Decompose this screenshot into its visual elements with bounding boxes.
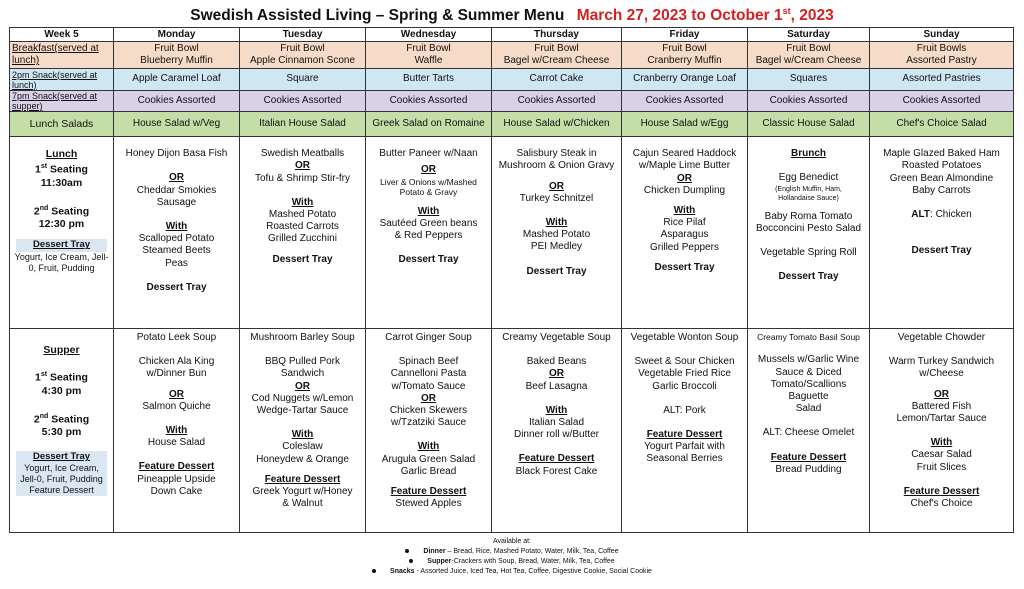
breakfast-cell: Fruit Bowl Bagel w/Cream Cheese	[748, 42, 870, 69]
footer-item-snacks: Snacks - Assorted Juice, Iced Tea, Hot Tea, Coffee, Digestive Cookie, Social Cookie	[0, 567, 1024, 577]
snack-cell: Squares	[748, 69, 870, 91]
lunch-wednesday: Butter Paneer w/Naan OR Liver & Onions w/Mashed Potato & Gravy With Sautéed Green beans & Red Peppers Dessert Tray	[366, 137, 492, 329]
salad-cell: House Salad w/Chicken	[492, 112, 622, 137]
supper-tuesday: Mushroom Barley Soup BBQ Pulled Pork Sandwich OR Cod Nuggets w/Lemon Wedge-Tartar Sauce With Coleslaw Honeydew & Orange Feature Dessert Greek Yogurt w/Honey & Walnut	[240, 328, 366, 532]
supper-time-2: 5:30 pm	[41, 426, 82, 439]
salad-cell: Classic House Salad	[748, 112, 870, 137]
week-label: Week 5	[10, 28, 114, 42]
lunch-row	[10, 137, 1014, 329]
lunch-seat-2: 2nd Seating	[33, 204, 90, 218]
snack-2pm-label: 2pm Snack(served at lunch)	[10, 69, 114, 91]
lunch-dessert-tray-box: Dessert Tray	[16, 239, 107, 251]
menu-title	[0, 6, 1024, 25]
breakfast-cell: Fruit Bowl Blueberry Muffin	[114, 42, 240, 69]
snack-cell: Carrot Cake	[492, 69, 622, 91]
day-saturday: Saturday	[748, 28, 870, 42]
menu-title-main: Swedish Assisted Living – Spring & Summer Menu	[190, 7, 565, 25]
day-friday: Friday	[622, 28, 748, 42]
snack-cell: Cookies Assorted	[492, 90, 622, 112]
footer-item-dinner: Dinner – Bread, Rice, Mashed Potato, Water, Milk, Tea, Coffee	[0, 547, 1024, 557]
snack-cell: Cookies Assorted	[114, 90, 240, 112]
supper-sunday: Vegetable Chowder Warm Turkey Sandwich w/Cheese OR Battered Fish Lemon/Tartar Sauce With Caesar Salad Fruit Slices Feature Dessert Chef's Choice	[870, 328, 1014, 532]
supper-dessert-tray-box: Dessert Tray Yogurt, Ice Cream, Jell-0, Fruit, Pudding Feature Dessert	[16, 451, 107, 496]
lunch-seat-1: 1st Seating	[35, 163, 88, 176]
lunch-monday: Honey Dijon Basa Fish OR Cheddar Smokies Sausage With Scalloped Potato Steamed Beets Peas Dessert Tray	[114, 137, 240, 329]
breakfast-cell: Fruit Bowl Apple Cinnamon Scone	[240, 42, 366, 69]
day-thursday: Thursday	[492, 28, 622, 42]
snack-cell: Apple Caramel Loaf	[114, 69, 240, 91]
bullet-icon	[409, 559, 413, 563]
salad-cell: Greek Salad on Romaine	[366, 112, 492, 137]
footer-list	[0, 547, 1024, 577]
day-wednesday: Wednesday	[366, 28, 492, 42]
snack-cell: Assorted Pastries	[870, 69, 1014, 91]
header-row	[10, 28, 1014, 42]
day-sunday: Sunday	[870, 28, 1014, 42]
bullet-icon	[372, 569, 376, 573]
menu-date-range: March 27, 2023 to October 1st, 2023	[576, 6, 834, 25]
salad-cell: Italian House Salad	[240, 112, 366, 137]
supper-dessert-tray-desc: Yogurt, Ice Cream, Jell-0, Fruit, Pudding Feature Dessert	[20, 463, 103, 496]
lunch-time-1: 11:30am	[40, 176, 83, 189]
supper-title: Supper	[43, 343, 80, 356]
lunch-salads-label: Lunch Salads	[10, 112, 114, 137]
snack-cell: Cookies Assorted	[622, 90, 748, 112]
lunch-thursday: Salisbury Steak in Mushroom & Onion Gravy OR Turkey Schnitzel With Mashed Potato PEI Medley Dessert Tray	[492, 137, 622, 329]
supper-time-1: 4:30 pm	[41, 384, 82, 397]
breakfast-row	[10, 42, 1014, 69]
lunch-dessert-tray-desc: Yogurt, Ice Cream, Jell-0, Fruit, Pudding	[14, 251, 109, 273]
snack-cell: Butter Tarts	[366, 69, 492, 91]
footer-available-label: Available at:	[492, 538, 531, 545]
breakfast-cell: Fruit Bowl Cranberry Muffin	[622, 42, 748, 69]
supper-monday: Potato Leek Soup Chicken Ala King w/Dinner Bun OR Salmon Quiche With House Salad Feature Dessert Pineapple Upside Down Cake	[114, 328, 240, 532]
lunch-time-2: 12:30 pm	[38, 218, 85, 231]
breakfast-cell: Fruit Bowls Assorted Pastry	[870, 42, 1014, 69]
supper-wednesday: Carrot Ginger Soup Spinach Beef Cannelloni Pasta w/Tomato Sauce OR Chicken Skewers w/Tzatziki Sauce With Arugula Green Salad Garlic Bread Feature Dessert Stewed Apples	[366, 328, 492, 532]
lunch-friday: Cajun Seared Haddock w/Maple Lime Butter OR Chicken Dumpling With Rice Pilaf Asparagus Grilled Peppers Dessert Tray	[622, 137, 748, 329]
snack-cell: Cookies Assorted	[748, 90, 870, 112]
day-monday: Monday	[114, 28, 240, 42]
footer	[0, 537, 1024, 577]
snack-7pm-row	[10, 90, 1014, 112]
supper-seat-1: 1st Seating	[35, 371, 88, 384]
lunch-tuesday: Swedish Meatballs OR Tofu & Shrimp Stir-fry With Mashed Potato Roasted Carrots Grilled Zucchini Dessert Tray	[240, 137, 366, 329]
supper-row	[10, 328, 1014, 532]
lunch-saturday: Brunch Egg Benedict (English Muffin, Ham, Hollandaise Sauce) Baby Roma Tomato Bocconcini Pesto Salad Vegetable Spring Roll Dessert Tray	[748, 137, 870, 329]
bullet-icon	[405, 549, 409, 553]
menu-table	[9, 27, 1014, 533]
salad-cell: House Salad w/Egg	[622, 112, 748, 137]
day-tuesday: Tuesday	[240, 28, 366, 42]
salad-cell: Chef's Choice Salad	[870, 112, 1014, 137]
snack-7pm-label: 7pm Snack(served at supper)	[10, 90, 114, 112]
breakfast-cell: Fruit Bowl Waffle	[366, 42, 492, 69]
snack-cell: Cranberry Orange Loaf	[622, 69, 748, 91]
snack-cell: Cookies Assorted	[240, 90, 366, 112]
snack-cell: Cookies Assorted	[366, 90, 492, 112]
salad-cell: House Salad w/Veg	[114, 112, 240, 137]
breakfast-cell: Fruit Bowl Bagel w/Cream Cheese	[492, 42, 622, 69]
snack-2pm-row	[10, 69, 1014, 91]
supper-saturday: Creamy Tomato Basil Soup Mussels w/Garlic Wine Sauce & Diced Tomato/Scallions Baguette Salad ALT: Cheese Omelet Feature Dessert Bread Pudding	[748, 328, 870, 532]
supper-seat-2: 2nd Seating	[33, 412, 90, 426]
footer-item-supper: Supper-Crackers with Soup, Bread, Water, Milk, Tea, Coffee	[0, 557, 1024, 567]
supper-side-cell	[10, 328, 114, 532]
snack-cell: Square	[240, 69, 366, 91]
lunch-sunday: Maple Glazed Baked Ham Roasted Potatoes Green Bean Almondine Baby Carrots ALT: Chicken Dessert Tray	[870, 137, 1014, 329]
lunch-salads-row	[10, 112, 1014, 137]
supper-friday: Vegetable Wonton Soup Sweet & Sour Chicken Vegetable Fried Rice Garlic Broccoli ALT: Pork Feature Dessert Yogurt Parfait with Seasonal Berries	[622, 328, 748, 532]
lunch-title: Lunch	[45, 148, 78, 161]
lunch-side-cell	[10, 137, 114, 329]
supper-thursday: Creamy Vegetable Soup Baked Beans OR Beef Lasagna With Italian Salad Dinner roll w/Butter Feature Dessert Black Forest Cake	[492, 328, 622, 532]
snack-cell: Cookies Assorted	[870, 90, 1014, 112]
breakfast-label: Breakfast(served at lunch)	[10, 42, 114, 69]
